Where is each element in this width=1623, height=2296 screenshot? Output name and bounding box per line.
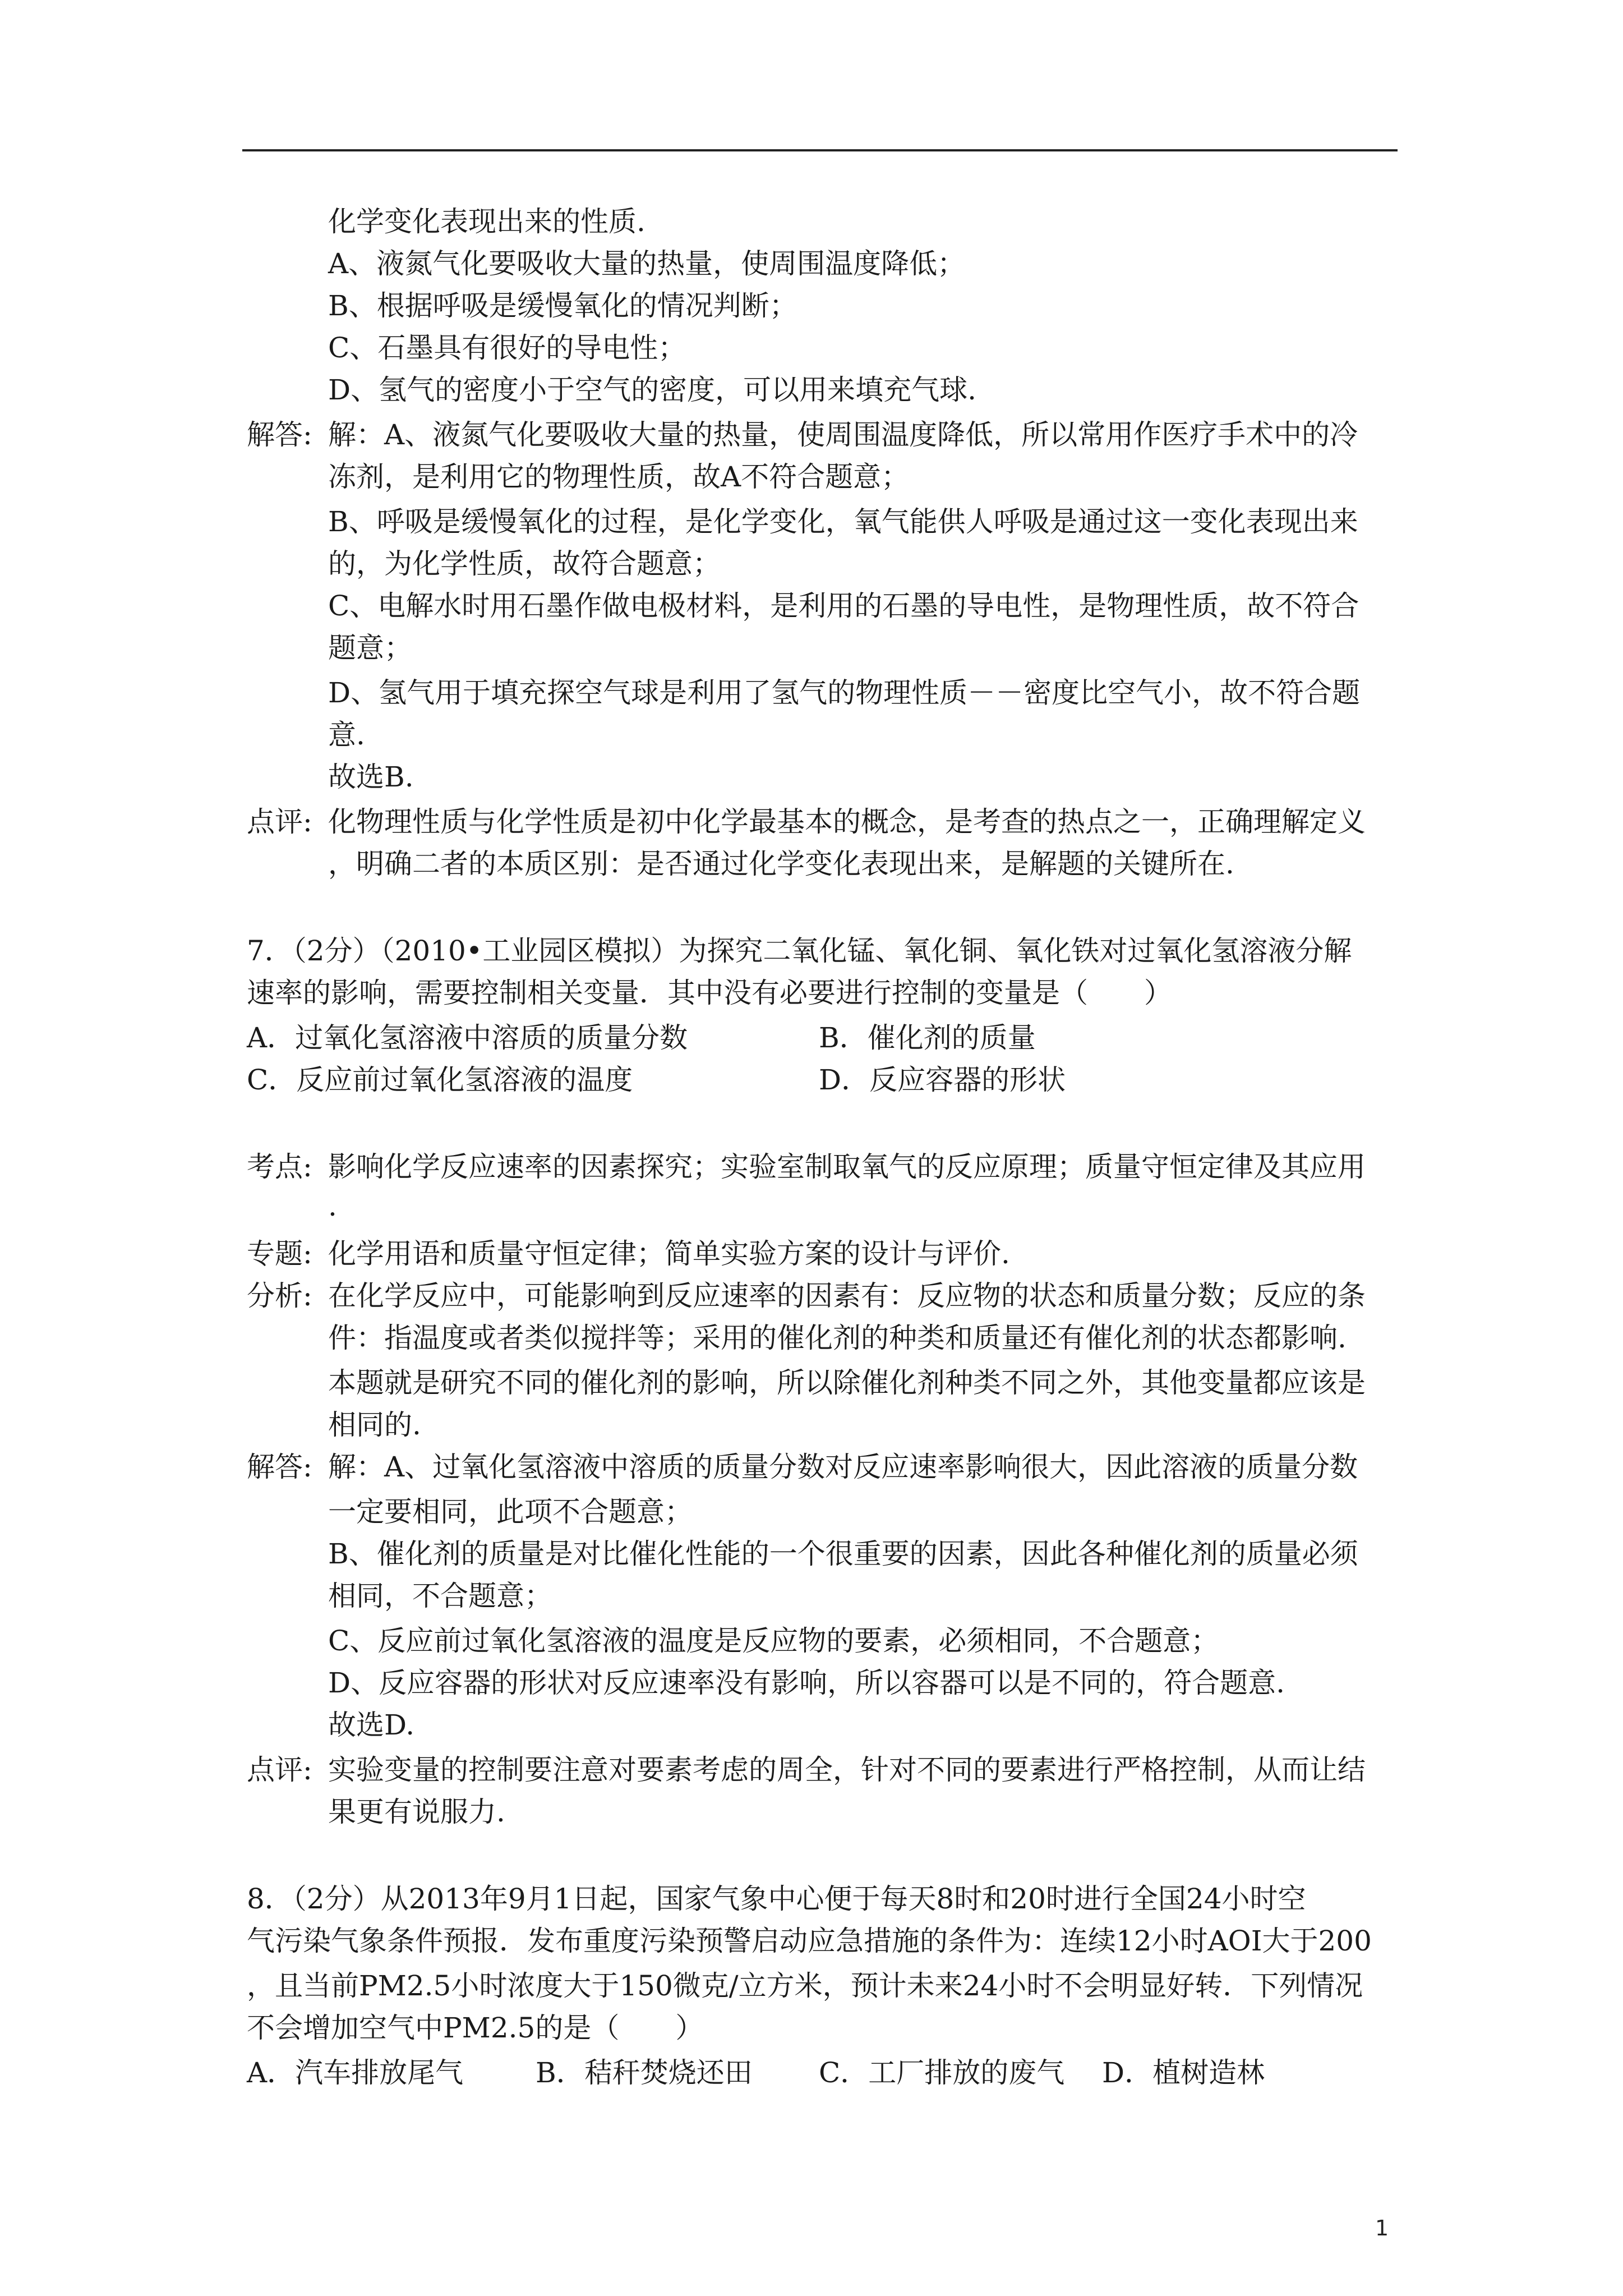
q7-option-c: C．反应前过氧化氢溶液的温度 [247, 1064, 633, 1096]
q7-stem-line: 速率的影响，需要控制相关变量．其中没有必要进行控制的变量是（ ） [247, 977, 1172, 1009]
q7-fenxi-line: 相同的. [328, 1409, 421, 1441]
q7-comment-line: 果更有说服力. [328, 1796, 505, 1828]
q8-option-d: D．植树造林 [1102, 2056, 1265, 2089]
q6-answer-line: 故选B. [328, 761, 414, 793]
q6-option-b: B、根据呼吸是缓慢氧化的情况判断； [328, 289, 797, 322]
q7-answer-label: 解答: [247, 1451, 312, 1483]
q7-fenxi-line: 件：指温度或者类似搅拌等；采用的催化剂的种类和质量还有催化剂的状态都影响. [328, 1322, 1347, 1354]
q6-intro-line: 化学变化表现出来的性质. [328, 205, 645, 238]
q6-answer-line: 的，为化学性质，故符合题意； [328, 547, 721, 580]
q7-fenxi-line: 本题就是研究不同的催化剂的影响，所以除催化剂种类不同之外，其他变量都应该是 [328, 1366, 1366, 1399]
q7-answer-line: 相同，不合题意； [328, 1580, 552, 1612]
q8-stem-line: ，且当前PM2.5小时浓度大于150微克/立方米，预计未来24小时不会明显好转．下列情况 [247, 1970, 1363, 2002]
q7-answer-line: D、反应容器的形状对反应速率没有影响，所以容器可以是不同的，符合题意. [328, 1667, 1285, 1699]
q7-answer-line: 一定要相同，此项不合题意； [328, 1496, 693, 1528]
q6-answer-line: 题意； [328, 632, 412, 664]
q6-answer-line: D、氢气用于填充探空气球是利用了氢气的物理性质－－密度比空气小，故不符合题 [328, 677, 1361, 709]
q7-fenxi-label: 分析: [247, 1280, 312, 1312]
q6-option-a: A、液氮气化要吸收大量的热量，使周围温度降低； [328, 247, 966, 280]
q6-answer-line: 意. [328, 719, 365, 751]
q7-kaodian-line: 影响化学反应速率的因素探究；实验室制取氧气的反应原理；质量守恒定律及其应用 [328, 1151, 1366, 1183]
q6-comment-line: ，明确二者的本质区别：是否通过化学变化表现出来，是解题的关键所在. [328, 848, 1234, 880]
q6-option-c: C、石墨具有很好的导电性； [328, 332, 686, 364]
q6-answer-line: 解：A、液氮气化要吸收大量的热量，使周围温度降低，所以常用作医疗手术中的冷 [328, 418, 1358, 451]
q6-comment-line: 化物理性质与化学性质是初中化学最基本的概念，是考查的热点之一，正确理解定义 [328, 806, 1366, 838]
q8-stem-line: 气污染气象条件预报．发布重度污染预警启动应急措施的条件为：连续12小时AOI大于200 [247, 1925, 1372, 1957]
q7-stem-line: 7．（2分）（2010•工业园区模拟）为探究二氧化锰、氧化铜、氧化铁对过氧化氢溶液分解 [247, 935, 1352, 967]
q6-answer-label: 解答: [247, 418, 312, 451]
q8-stem-line: 8．（2分）从2013年9月1日起，国家气象中心便于每天8时和20时进行全国24小时空 [247, 1883, 1306, 1915]
q7-fenxi-line: 在化学反应中，可能影响到反应速率的因素有：反应物的状态和质量分数；反应的条 [328, 1280, 1366, 1312]
q7-kaodian-label: 考点: [247, 1151, 312, 1183]
q6-comment-label: 点评: [247, 806, 312, 838]
page-number: 1 [1375, 2216, 1389, 2240]
q7-answer-line: B、催化剂的质量是对比催化性能的一个很重要的因素，因此各种催化剂的质量必须 [328, 1538, 1358, 1570]
q7-comment-label: 点评: [247, 1754, 312, 1786]
q7-comment-line: 实验变量的控制要注意对要素考虑的周全，针对不同的要素进行严格控制，从而让结 [328, 1754, 1366, 1786]
q6-answer-line: B、呼吸是缓慢氧化的过程，是化学变化，氧气能供人呼吸是通过这一变化表现出来 [328, 505, 1358, 538]
q8-option-a: A．汽车排放尾气 [247, 2056, 464, 2089]
header-rule [242, 149, 1398, 151]
q7-answer-line: 解：A、过氧化氢溶液中溶质的质量分数对反应速率影响很大，因此溶液的质量分数 [328, 1451, 1358, 1483]
q7-answer-line: C、反应前过氧化氢溶液的温度是反应物的要素，必须相同，不合题意； [328, 1625, 1219, 1657]
q6-answer-line: C、电解水时用石墨作做电极材料，是利用的石墨的导电性，是物理性质，故不符合 [328, 590, 1359, 622]
q7-answer-line: 故选D. [328, 1709, 415, 1741]
q6-answer-line: 冻剂，是利用它的物理性质，故A不符合题意； [328, 461, 910, 493]
q7-option-b: B．催化剂的质量 [819, 1022, 1036, 1054]
q8-stem-line: 不会增加空气中PM2.5的是（ ） [247, 2012, 704, 2044]
q8-option-b: B．秸秆焚烧还田 [536, 2056, 753, 2089]
q6-option-d: D、氢气的密度小于空气的密度，可以用来填充气球. [328, 374, 976, 406]
q7-zhuanti-label: 专题: [247, 1237, 312, 1270]
q7-option-a: A．过氧化氢溶液中溶质的质量分数 [247, 1022, 688, 1054]
q7-zhuanti-text: 化学用语和质量守恒定律；简单实验方案的设计与评价. [328, 1237, 1010, 1270]
q8-option-c: C．工厂排放的废气 [819, 2056, 1065, 2089]
q7-option-d: D．反应容器的形状 [819, 1064, 1066, 1096]
q7-kaodian-line: . [328, 1190, 337, 1222]
